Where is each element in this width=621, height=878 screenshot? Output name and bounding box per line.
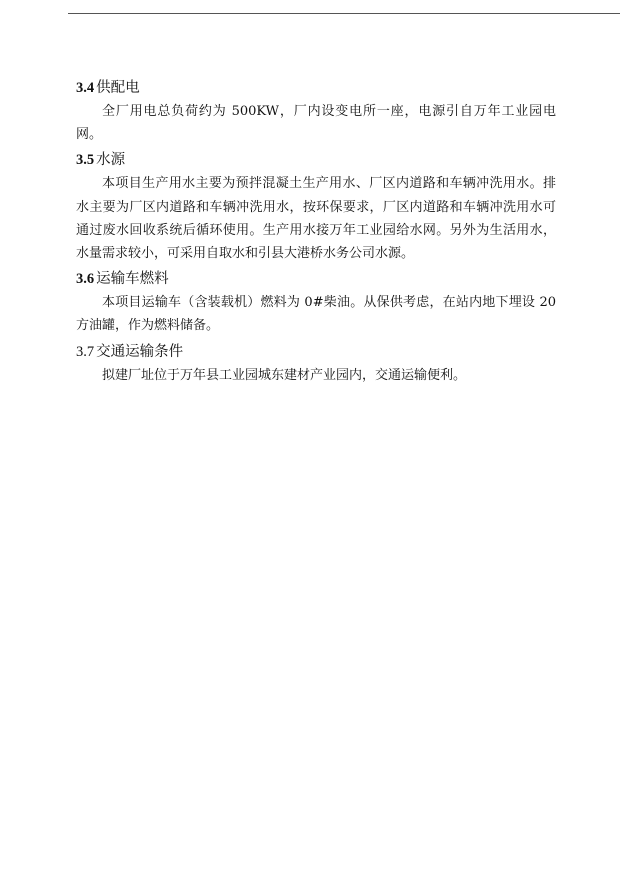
section-title: 水源	[96, 152, 126, 169]
section-paragraph: 本项目运输车（含装载机）燃料为 0#柴油。从保供考虑，在站内地下埋设 20方油罐，作为燃料储备。	[76, 295, 556, 334]
section-heading	[76, 340, 556, 364]
section-paragraph: 拟建厂址位于万年县工业园城东建材产业园内，交通运输便利。	[102, 367, 467, 383]
header-rule	[68, 13, 620, 14]
section-number: 3.5	[76, 152, 95, 169]
section-heading	[76, 148, 556, 172]
section-title: 运输车燃料	[96, 271, 169, 288]
section-title: 交通运输条件	[96, 343, 184, 360]
section-paragraph: 本项目生产用水主要为预拌混凝土生产用水、厂区内道路和车辆冲洗用水。排水主要为厂区内道路和车辆冲洗用水，按环保要求，厂区内道路和车辆冲洗用水可通过废水回收系统后循环使用。生产用水接万年工业园给水网。另外为生活用水，水量需求较小，可采用自取水和引县大港桥水务公司水源。	[76, 176, 556, 262]
section-title: 供配电	[96, 80, 140, 96]
document-body	[76, 76, 556, 389]
section-number: 3.6	[76, 271, 95, 288]
section-paragraph: 全厂用电总负荷约为 500KW，厂内设变电所一座，电源引自万年工业园电网。	[76, 104, 556, 143]
section-number: 3.4	[76, 80, 95, 96]
section-number: 3.7	[76, 343, 95, 360]
section-heading	[76, 267, 556, 291]
section-heading	[76, 76, 556, 100]
